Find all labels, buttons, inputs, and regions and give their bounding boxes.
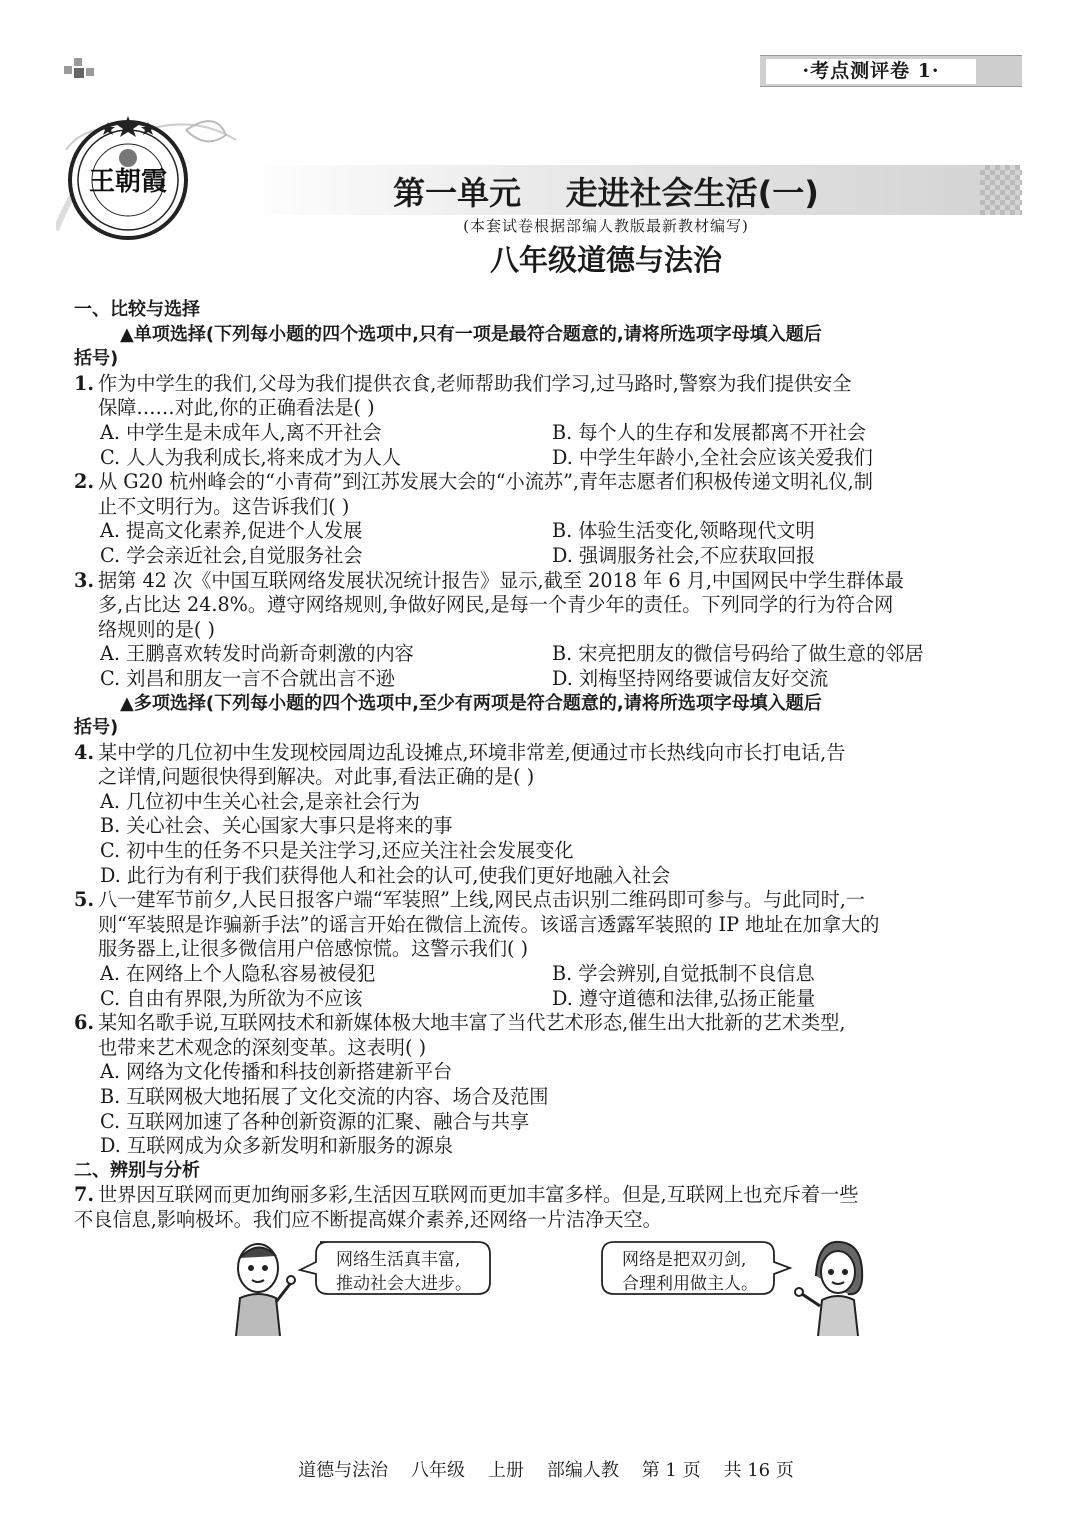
options-row	[74, 519, 1024, 544]
option-d: D. 遵守道德和法律,弘扬正能量	[552, 986, 816, 1010]
multi-choice-instruction: ▲多项选择(下列每小题的四个选项中,至少有两项是符合题意的,请将所选项字母填入题后	[120, 692, 822, 714]
question-text: 某知名歌手说,互联网技术和新媒体极大地丰富了当代艺术形态,催生出大批新的艺术类型,	[98, 1011, 846, 1035]
bubble-text: 合理利用做主人。	[622, 1274, 758, 1294]
single-choice-instruction-cont: 括号)	[74, 348, 119, 370]
bubble-text: 推动社会大进步。	[336, 1274, 472, 1294]
option-c: C. 互联网加速了各种创新资源的汇聚、融合与共享	[100, 1109, 530, 1133]
question-text: 不良信息,影响极坏。我们应不断提高媒介素养,还网络一片洁净天空。	[74, 1207, 662, 1231]
option-d: D. 互联网成为众多新发明和新服务的源泉	[100, 1134, 454, 1158]
option-c: C. 学会亲近社会,自觉服务社会	[100, 543, 363, 567]
question-number: 4.	[74, 740, 95, 764]
question-text: 服务器上,让很多微信用户倍感惊慌。这警示我们( )	[98, 937, 529, 961]
unit-title: 第一单元 走进社会生活(一)	[393, 174, 819, 212]
question-text: 作为中学生的我们,父母为我们提供衣食,老师帮助我们学习,过马路时,警察为我们提供安全	[98, 371, 852, 395]
question-text: 保障……对此,你的正确看法是( )	[98, 396, 375, 420]
question-7	[74, 1183, 1024, 1208]
option-a: A. 王鹏喜欢转发时尚新奇刺激的内容	[100, 642, 414, 666]
option-a: A. 网络为文化传播和科技创新搭建新平台	[100, 1060, 453, 1084]
options-row	[74, 421, 1024, 446]
speech-bubble-left	[324, 1242, 484, 1302]
question-text: 也带来艺术观念的深刻变革。这表明( )	[98, 1035, 427, 1059]
question-text: 则“军装照是诈骗新手法”的谣言开始在微信上流传。该谣言透露军装照的 IP 地址在加拿大的	[98, 912, 880, 936]
option-b: B. 体验生活变化,领略现代文明	[552, 519, 815, 543]
option-b: B. 每个人的生存和发展都离不开社会	[552, 420, 867, 444]
exam-tag-label: ·考点测评卷 1·	[766, 59, 976, 84]
page-footer: 道德与法治 八年级 上册 部编人教 第 1 页 共 16 页	[298, 1460, 794, 1481]
cartoon-illustration	[228, 1236, 868, 1336]
option-c: C. 初中生的任务不只是关注学习,还应关注社会发展变化	[100, 839, 574, 863]
question-2	[74, 470, 1024, 519]
option-a: A. 在网络上个人隐私容易被侵犯	[100, 962, 376, 986]
question-number: 1.	[74, 371, 95, 395]
subject-title: 八年级道德与法治	[489, 243, 722, 277]
option-d: D. 此行为有利于我们获得他人和社会的认可,使我们更好地融入社会	[100, 863, 671, 887]
section-2-title: 二、辨别与分析	[74, 1159, 200, 1181]
options-row	[74, 642, 1024, 667]
option-a: A. 提高文化素养,促进个人发展	[100, 519, 363, 543]
option-c: C. 自由有界限,为所欲为不应该	[100, 986, 363, 1010]
option-b: B. 关心社会、关心国家大事只是将来的事	[100, 814, 453, 838]
question-text: 之详情,问题很快得到解决。对此事,看法正确的是( )	[98, 765, 535, 789]
exam-content	[74, 298, 1024, 1233]
option-b: B. 互联网极大地拓展了文化交流的内容、场合及范围	[100, 1085, 549, 1108]
option-d: D. 刘梅坚持网络要诚信友好交流	[552, 666, 829, 690]
bubble-text: 网络生活真丰富,	[336, 1250, 461, 1270]
options-row	[74, 544, 1024, 569]
options-row	[74, 987, 1024, 1012]
options-row	[74, 962, 1024, 987]
exam-tag	[760, 55, 1022, 87]
option-b: B. 宋亮把朋友的微信号码给了做生意的邻居	[552, 642, 924, 666]
question-text: 络规则的是( )	[98, 617, 216, 641]
question-number: 2.	[74, 470, 95, 494]
question-1	[74, 372, 1024, 421]
option-b: B. 学会辨别,自觉抵制不良信息	[552, 962, 815, 986]
single-choice-instruction: ▲单项选择(下列每小题的四个选项中,只有一项是最符合题意的,请将所选项字母填入题后	[120, 323, 822, 345]
question-text: 八一建军节前夕,人民日报客户端“军装照”上线,网民点击识别二维码即可参与。与此同时,一	[98, 888, 866, 912]
question-text: 世界因互联网而更加绚丽多彩,生活因互联网而更加丰富多样。但是,互联网上也充斥着一些	[98, 1183, 859, 1207]
question-number: 3.	[74, 568, 95, 592]
question-4	[74, 741, 1024, 790]
option-d: D. 中学生年龄小,全社会应该关爱我们	[552, 445, 873, 469]
question-number: 5.	[74, 888, 95, 912]
options-row	[74, 667, 1024, 692]
edition-note: (本套试卷根据部编人教版最新教材编写)	[463, 217, 749, 235]
question-text: 从 G20 杭州峰会的“小青荷”到江苏发展大会的“小流苏”,青年志愿者们积极传递文明礼仪,制	[98, 470, 873, 494]
multi-choice-instruction-cont: 括号)	[74, 717, 119, 739]
option-d: D. 强调服务社会,不应获取回报	[552, 543, 816, 567]
options-row	[74, 446, 1024, 471]
question-6	[74, 1011, 1024, 1060]
question-text: 据第 42 次《中国互联网络发展状况统计报告》显示,截至 2018 年 6 月,中国网民中学生群体最	[98, 568, 904, 592]
question-text: 某中学的几位初中生发现校园周边乱设摊点,环境非常差,便通过市长热线向市长打电话,告	[98, 740, 846, 764]
option-c: C. 刘昌和朋友一言不合就出言不逊	[100, 666, 395, 690]
question-5	[74, 888, 1024, 962]
question-3	[74, 569, 1024, 643]
question-text: 多,占比达 24.8%。遵守网络规则,争做好网民,是每一个青少年的责任。下列同学的行为符合网	[98, 593, 894, 617]
option-a: A. 中学生是未成年人,离不开社会	[100, 420, 382, 444]
speech-bubble-right	[610, 1242, 770, 1302]
question-number: 7.	[74, 1183, 95, 1207]
question-text: 止不文明行为。这告诉我们( )	[98, 494, 350, 518]
option-c: C. 人人为我利成长,将来成才为人人	[100, 445, 401, 469]
question-number: 6.	[74, 1011, 95, 1035]
logo-text: 王朝霞	[88, 167, 168, 197]
bubble-text: 网络是把双刃剑,	[622, 1250, 747, 1270]
option-a: A. 几位初中生关心社会,是亲社会行为	[100, 789, 420, 813]
section-1-title: 一、比较与选择	[74, 299, 200, 320]
